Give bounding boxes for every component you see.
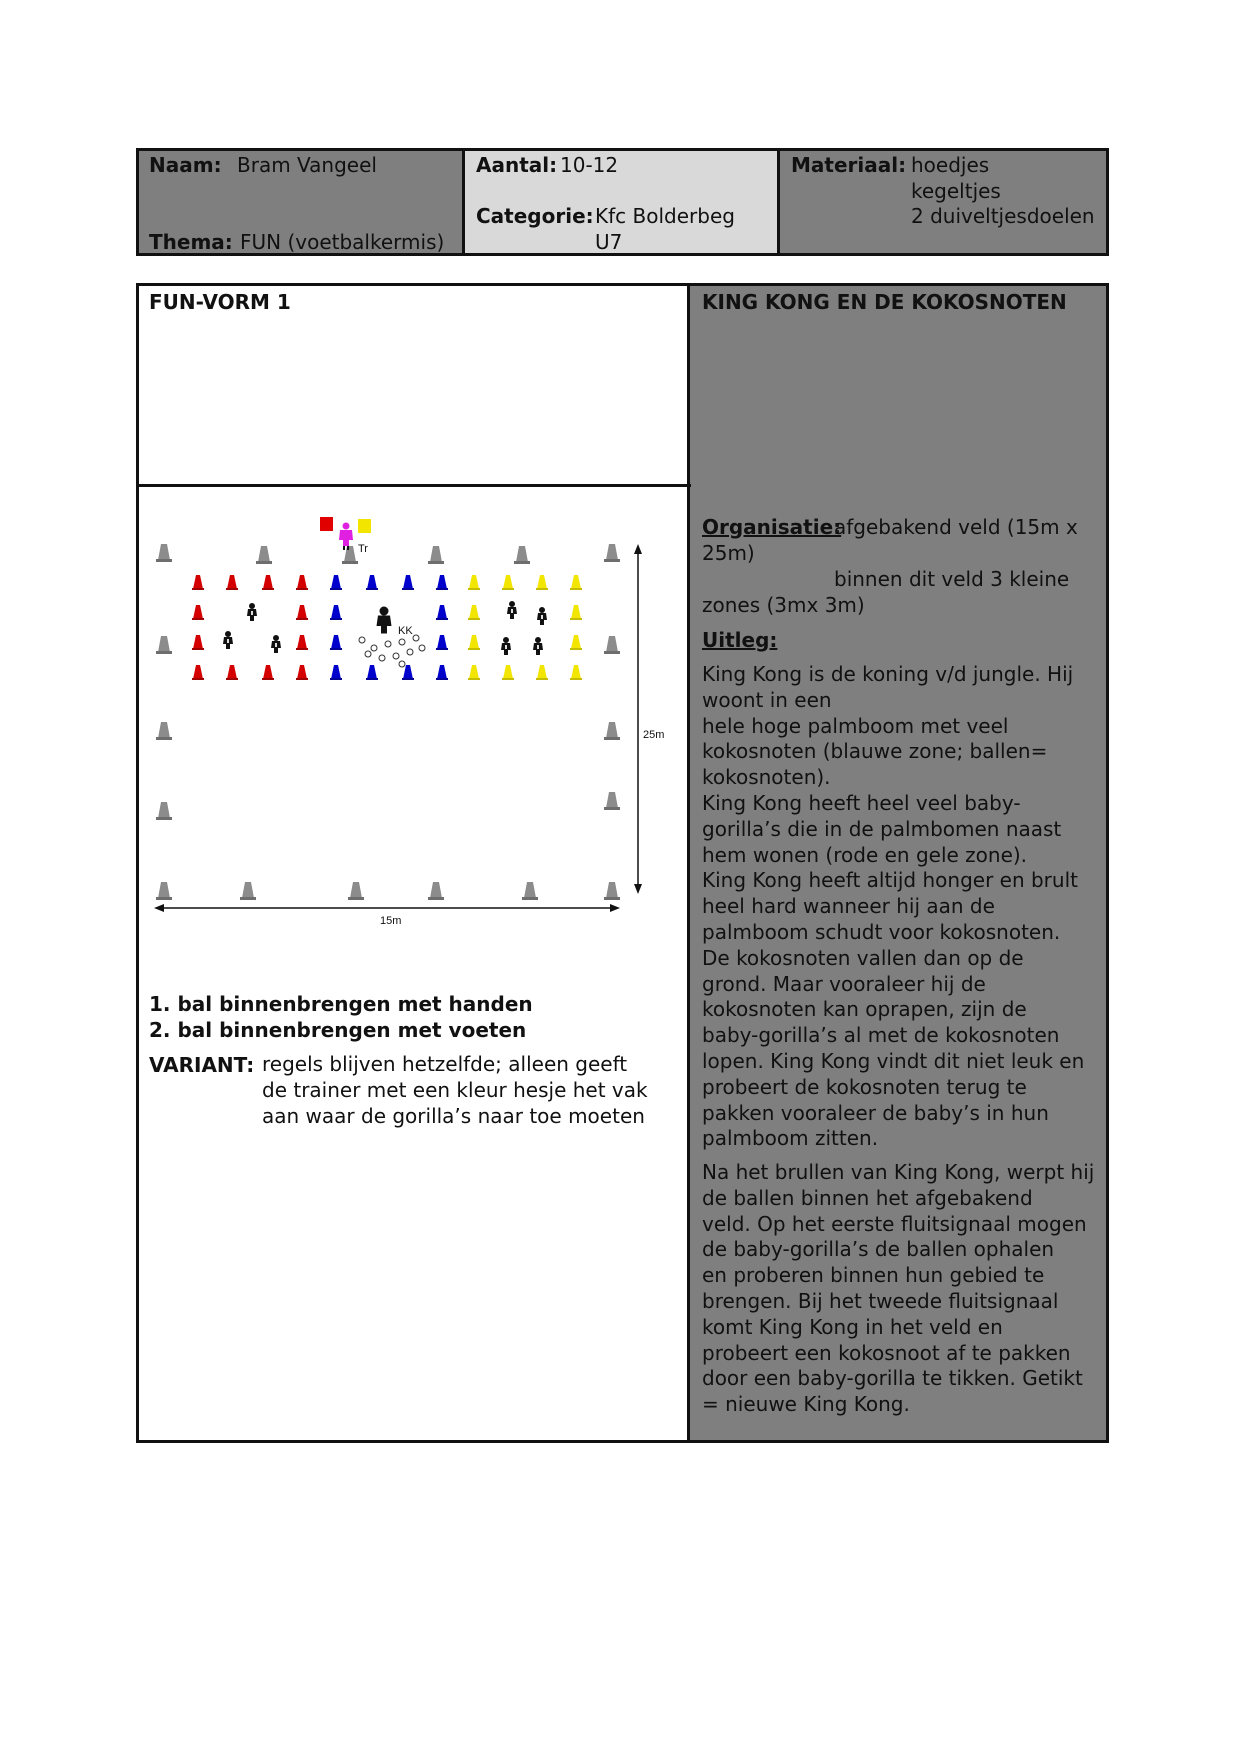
aantal-value: 10-12 bbox=[560, 153, 619, 177]
uitleg-label: Uitleg: bbox=[702, 628, 778, 652]
uitleg-paragraph-2: Na het brullen van King Kong, werpt hij de ballen binnen het afgebakend veld. Op het eerste fluitsignaal mogen de baby-gorilla’s de ballen ophalen en proberen binnen hun gebied te brengen. Bij het tweede fluitsignaal komt King Kong in het veld en probeert een kokosnoot af te pakken door een baby-gorilla te tikken. Getikt = nieuwe King Kong. bbox=[702, 1160, 1095, 1417]
king-kong-icon bbox=[377, 607, 392, 634]
exercise-title: KING KONG EN DE KOKOSNOTEN bbox=[702, 290, 1067, 314]
form-label: FUN-VORM 1 bbox=[149, 290, 291, 314]
length-label: 25m bbox=[643, 729, 665, 741]
aantal-label: Aantal: bbox=[476, 153, 558, 177]
categorie-value: Kfc Bolderbeg bbox=[595, 204, 735, 228]
thema-value: FUN (voetbalkermis) bbox=[240, 230, 445, 254]
field-diagram bbox=[146, 512, 686, 932]
width-label: 15m bbox=[380, 915, 402, 927]
organisatie-label: Organisatie: bbox=[702, 515, 842, 539]
ball-icons bbox=[359, 635, 425, 667]
row-divider bbox=[136, 484, 691, 487]
categorie-value-line2: U7 bbox=[595, 230, 623, 254]
naam-label: Naam: bbox=[149, 153, 222, 177]
variant-text: regels blijven hetzelfde; alleen geeft de trainer met een kleur hesje het vak aan waar de gorilla’s naar toe moeten bbox=[262, 1052, 648, 1128]
blue-zone-cones bbox=[330, 575, 448, 680]
marker-cones bbox=[156, 544, 620, 900]
trainer-icon bbox=[339, 523, 353, 551]
trainer-label: Tr bbox=[358, 543, 368, 555]
step-1: 1. bal binnenbrengen met handen bbox=[149, 992, 533, 1016]
naam-value: Bram Vangeel bbox=[237, 153, 377, 177]
red-zone-cones bbox=[192, 575, 308, 680]
step-2: 2. bal binnenbrengen met voeten bbox=[149, 1018, 527, 1042]
red-flag-icon bbox=[320, 517, 333, 531]
materiaal-label: Materiaal: bbox=[791, 153, 907, 177]
materiaal-item-hoedjes: hoedjes bbox=[911, 153, 990, 177]
thema-label: Thema: bbox=[149, 230, 233, 254]
yellow-zone-cones bbox=[468, 575, 582, 680]
materiaal-item-doelen: 2 duiveltjesdoelen bbox=[911, 204, 1095, 228]
organisatie-line2: 25m) bbox=[702, 541, 755, 565]
kingkong-label: KK bbox=[398, 625, 413, 637]
organisatie-line4: zones (3mx 3m) bbox=[702, 593, 865, 617]
categorie-label: Categorie: bbox=[476, 204, 594, 228]
yellow-flag-icon bbox=[358, 519, 371, 533]
length-arrow bbox=[634, 544, 642, 894]
materiaal-item-kegeltjes: kegeltjes bbox=[911, 179, 1001, 203]
width-arrow bbox=[154, 904, 620, 912]
variant-label: VARIANT: bbox=[149, 1053, 255, 1077]
organisatie-line3: binnen dit veld 3 kleine bbox=[834, 567, 1070, 591]
column-divider bbox=[687, 283, 690, 1443]
uitleg-paragraph-1: King Kong is de koning v/d jungle. Hij woont in een hele hoge palmboom met veel kokosnoten (blauwe zone; ballen= kokosnoten). King Kong heeft heel veel baby- gorilla’s die in de palmbomen naast hem wonen (rode en gele zone). King Kong heeft altijd honger en brult heel hard wanneer hij aan de palmboom schudt voor kokosnoten. De kokosnoten vallen dan op de grond. Maar vooraleer hij de kokosnoten kan oprapen, zijn de baby-gorilla’s al met de kokosnoten lopen. King Kong vindt dit niet leuk en probeert de kokosnoten terug te pakken vooraleer de baby’s in hun palmboom zitten. bbox=[702, 662, 1085, 1151]
organisatie-line1: afgebakend veld (15m x bbox=[834, 515, 1078, 539]
